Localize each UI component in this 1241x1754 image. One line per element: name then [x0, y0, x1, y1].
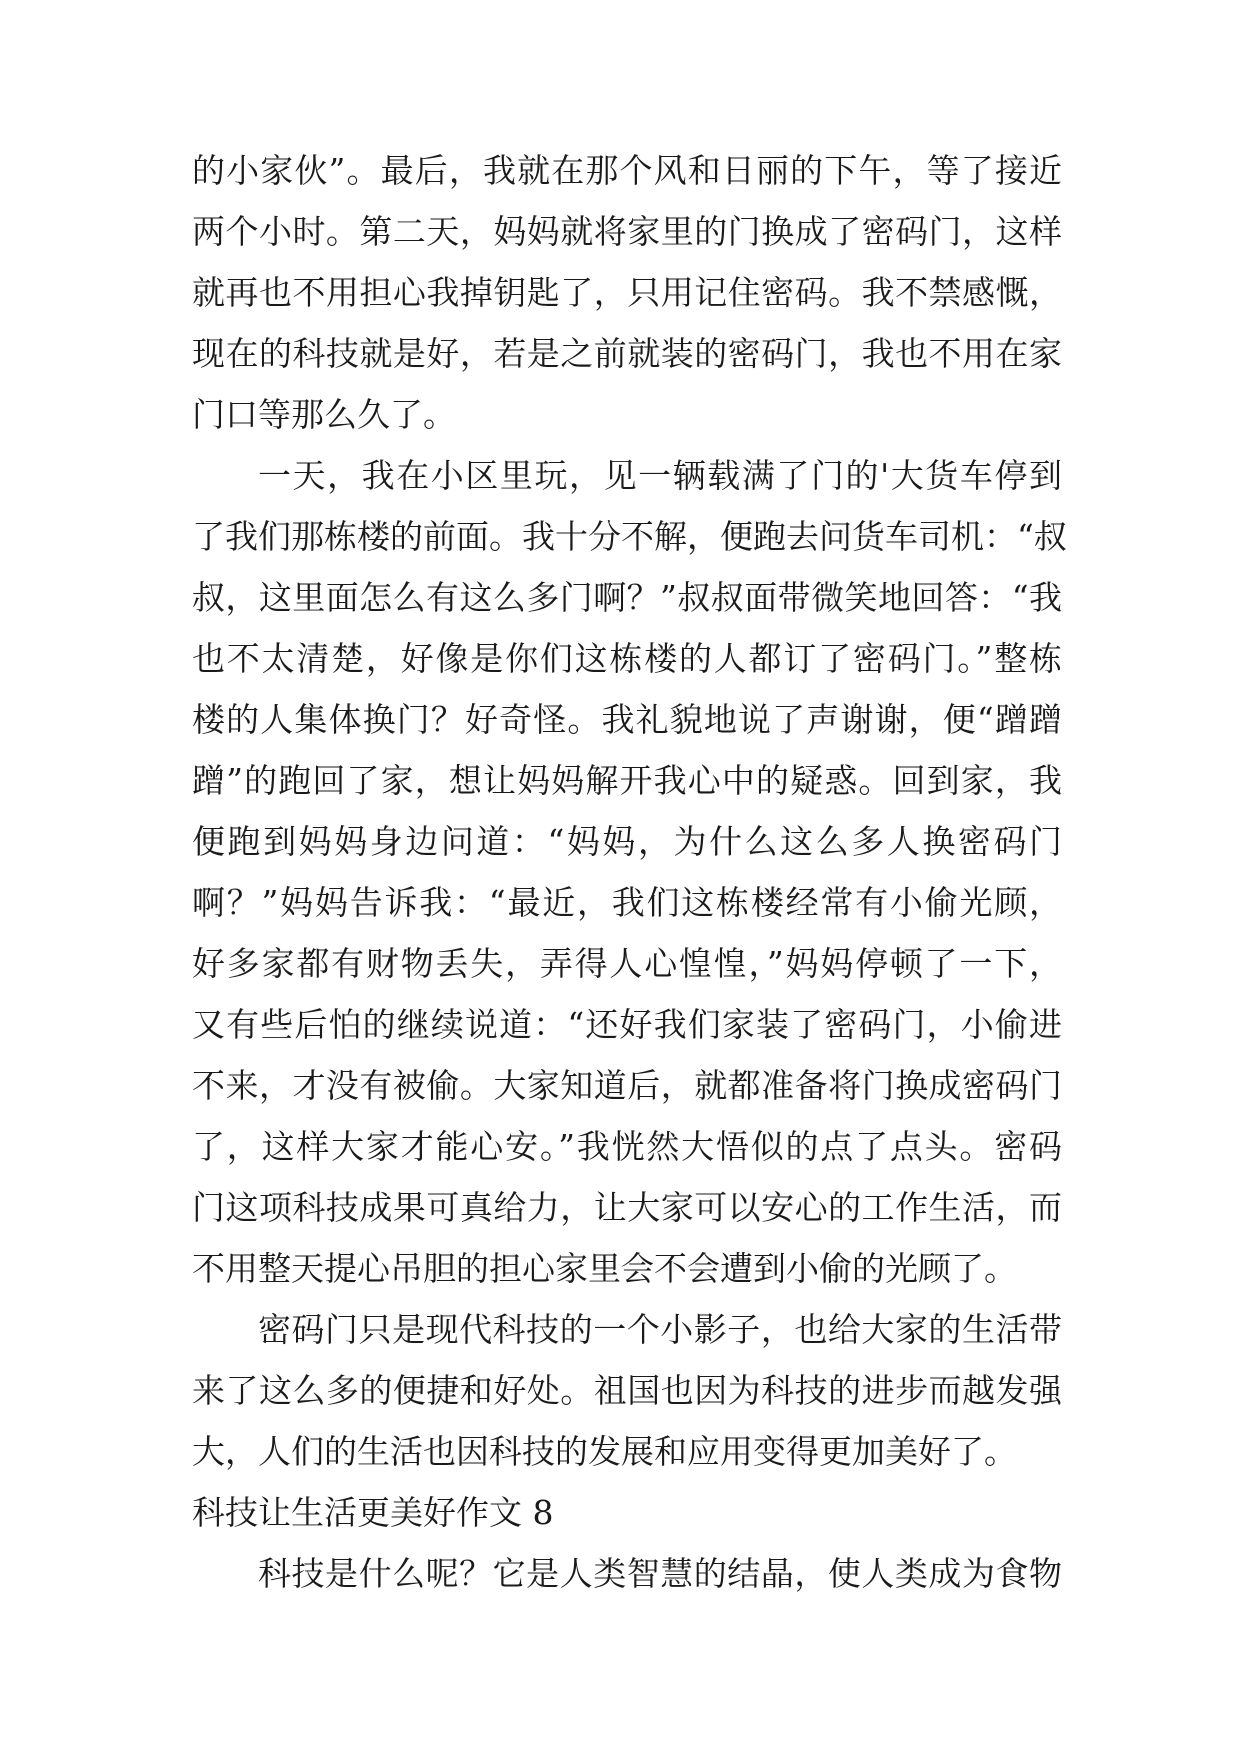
text-line: 叔，这里面怎么有这么多门啊？”叔叔面带微笑地回答：“我 [192, 578, 1062, 617]
document-body [192, 140, 1067, 1604]
paragraph [192, 1543, 1062, 1604]
text-line: 门口等那么久了。 [192, 395, 456, 434]
text-line: 了我们那栋楼的前面。我十分不解，便跑去问货车司机：“叔 [192, 517, 1067, 556]
text-line: 也不太清楚，好像是你们这栋楼的人都订了密码门。”整栋 [192, 639, 1062, 678]
text-line: 的小家伙”。最后，我就在那个风和日丽的下午，等了接近 [192, 151, 1062, 190]
text-line: 科技是什么呢？它是人类智慧的结晶，使人类成为食物 [258, 1554, 1062, 1593]
text-line: 不用整天提心吊胆的担心家里会不会遭到小偷的光顾了。 [192, 1249, 1017, 1288]
text-line: 楼的人集体换门？好奇怪。我礼貌地说了声谢谢，便“蹭蹭 [192, 700, 1062, 739]
text-line: 便跑到妈妈身边问道：“妈妈，为什么这么多人换密码门 [192, 822, 1062, 861]
section-heading: 科技让生活更美好作文 8 [192, 1493, 554, 1532]
text-line: 现在的科技就是好，若是之前就装的密码门，我也不用在家 [192, 334, 1062, 373]
text-line: 不来，才没有被偷。大家知道后，就都准备将门换成密码门 [192, 1066, 1062, 1105]
paragraph [192, 1299, 1062, 1482]
text-line: 大，人们的生活也因科技的发展和应用变得更加美好了。 [192, 1432, 1017, 1471]
text-line: 密码门只是现代科技的一个小影子，也给大家的生活带 [258, 1310, 1062, 1349]
paragraph [192, 140, 1062, 445]
text-line: 一天，我在小区里玩，见一辆载满了门的'大货车停到 [258, 456, 1062, 495]
text-line: 来了这么多的便捷和好处。祖国也因为科技的进步而越发强 [192, 1371, 1062, 1410]
text-line: 两个小时。第二天，妈妈就将家里的门换成了密码门，这样 [192, 212, 1062, 251]
text-line: 就再也不用担心我掉钥匙了，只用记住密码。我不禁感慨， [192, 273, 1062, 312]
text-line: 好多家都有财物丢失，弄得人心惶惶，”妈妈停顿了一下， [192, 944, 1062, 983]
text-line: 了，这样大家才能心安。”我恍然大悟似的点了点头。密码 [192, 1127, 1062, 1166]
text-line: 又有些后怕的继续说道：“还好我们家装了密码门，小偷进 [192, 1005, 1062, 1044]
text-line: 门这项科技成果可真给力，让大家可以安心的工作生活，而 [192, 1188, 1062, 1227]
text-line: 啊？”妈妈告诉我：“最近，我们这栋楼经常有小偷光顾， [192, 883, 1062, 922]
paragraph [192, 445, 1067, 1299]
text-line: 蹭”的跑回了家，想让妈妈解开我心中的疑惑。回到家，我 [192, 761, 1062, 800]
